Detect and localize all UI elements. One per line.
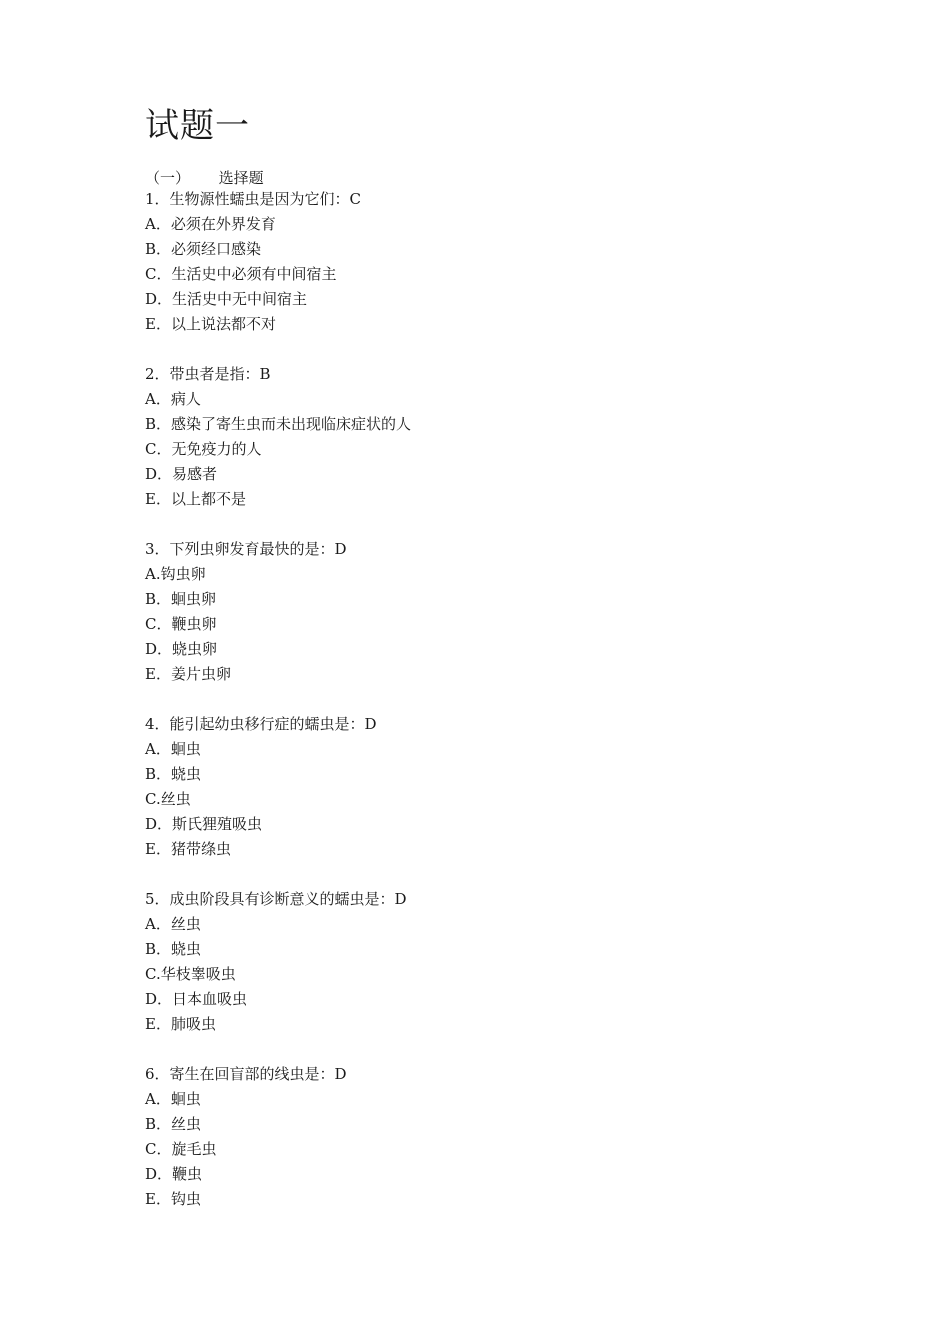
answer-option: D．斯氏狸殖吸虫 <box>145 815 263 833</box>
answer-option: B．蛲虫 <box>145 940 202 958</box>
answer-option: C．鞭虫卵 <box>145 615 217 633</box>
answer-option: C.丝虫 <box>145 790 191 808</box>
answer-option: B．必须经口感染 <box>145 240 262 258</box>
question-stem: 3．下列虫卵发育最快的是：D <box>145 540 347 558</box>
answer-option: C．无免疫力的人 <box>145 440 262 458</box>
question-stem: 6．寄生在回盲部的线虫是：D <box>145 1065 347 1083</box>
question-stem: 5．成虫阶段具有诊断意义的蠕虫是：D <box>145 890 407 908</box>
answer-option: E．肺吸虫 <box>145 1015 216 1033</box>
question-item <box>145 712 845 862</box>
answer-option: B．蛲虫 <box>145 765 202 783</box>
answer-option: A．蛔虫 <box>145 740 201 758</box>
question-item <box>145 1062 845 1212</box>
page-title: 试题一 <box>145 106 250 146</box>
question-item <box>145 537 845 687</box>
question-item <box>145 362 845 512</box>
question-stem: 4．能引起幼虫移行症的蠕虫是：D <box>145 715 377 733</box>
answer-option: D．鞭虫 <box>145 1165 203 1183</box>
answer-option: E．猪带绦虫 <box>145 840 231 858</box>
question-stem: 1．生物源性蠕虫是因为它们：C <box>145 190 362 208</box>
question-item <box>145 187 845 337</box>
answer-option: C．旋毛虫 <box>145 1140 217 1158</box>
question-item <box>145 887 845 1037</box>
answer-option: A．丝虫 <box>145 915 201 933</box>
answer-option: B．蛔虫卵 <box>145 590 217 608</box>
question-list <box>145 187 845 1237</box>
question-stem: 2．带虫者是指：B <box>145 365 271 383</box>
answer-option: A.钩虫卵 <box>145 565 206 583</box>
answer-option: A．蛔虫 <box>145 1090 201 1108</box>
answer-option: D．蛲虫卵 <box>145 640 218 658</box>
answer-option: E．姜片虫卵 <box>145 665 231 683</box>
answer-option: D．生活史中无中间宿主 <box>145 290 308 308</box>
answer-option: A．病人 <box>145 390 201 408</box>
answer-option: D．日本血吸虫 <box>145 990 248 1008</box>
answer-option: C.华枝睾吸虫 <box>145 965 236 983</box>
answer-option: A．必须在外界发育 <box>145 215 276 233</box>
answer-option: E．钩虫 <box>145 1190 201 1208</box>
answer-option: B．丝虫 <box>145 1115 202 1133</box>
answer-option: B．感染了寄生虫而未出现临床症状的人 <box>145 415 412 433</box>
answer-option: D．易感者 <box>145 465 218 483</box>
answer-option: E．以上都不是 <box>145 490 246 508</box>
answer-option: C．生活史中必须有中间宿主 <box>145 265 337 283</box>
answer-option: E．以上说法都不对 <box>145 315 276 333</box>
section-heading: （一） 选择题 <box>145 169 264 187</box>
